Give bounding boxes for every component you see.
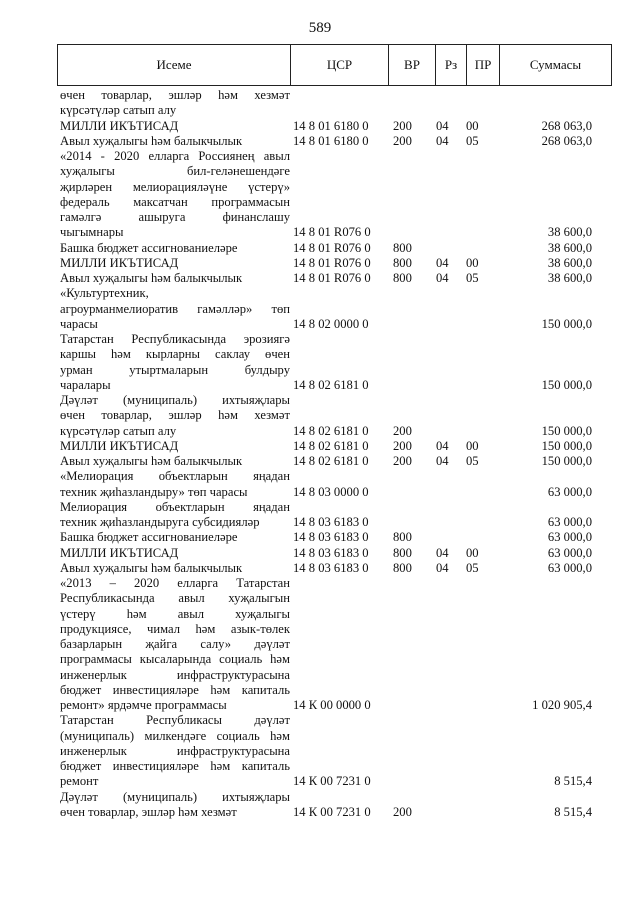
table-body bbox=[60, 88, 615, 820]
row-name bbox=[60, 454, 290, 469]
row-vr: 200 bbox=[393, 133, 412, 148]
header-vr: ВР bbox=[389, 45, 436, 85]
row-rz: 04 bbox=[436, 118, 449, 133]
row-name-line: ремонт» ярдәмче программасы bbox=[60, 698, 227, 712]
row-sum: 1 020 905,4 bbox=[532, 698, 592, 712]
row-name-line: «2014 - 2020 елларга Россиянең авыл bbox=[60, 149, 290, 163]
row-csr: 14 8 03 6183 0 bbox=[293, 560, 369, 575]
row-csr: 14 8 02 6181 0 bbox=[293, 454, 369, 468]
row-name-line: күрсәтүләр сатып алу bbox=[60, 103, 177, 118]
row-name-line: чыгымнары bbox=[60, 225, 124, 240]
table-row bbox=[60, 134, 615, 149]
row-name-line: Авыл хуҗалыгы һәм балыкчылык bbox=[60, 454, 243, 468]
row-vr: 800 bbox=[393, 560, 412, 575]
table-row bbox=[60, 88, 615, 119]
row-name-line: өчен товарлар, эшләр һәм хезмәт bbox=[60, 88, 290, 102]
row-sum: 63 000,0 bbox=[547, 484, 592, 499]
row-name-line: МИЛЛИ ИКЪТИСАД bbox=[60, 255, 179, 270]
table-row bbox=[60, 530, 615, 545]
row-name-line: программасы кысаларында социаль һәм bbox=[60, 652, 290, 667]
row-name-line: күрсәтүләр сатып алу bbox=[60, 423, 177, 438]
row-csr: 14 8 02 0000 0 bbox=[293, 316, 369, 331]
row-csr: 14 8 02 6181 0 bbox=[293, 423, 369, 438]
row-vr: 800 bbox=[393, 530, 412, 545]
table-row bbox=[60, 790, 615, 821]
row-name-line: Авыл хуҗалыгы һәм балыкчылык bbox=[60, 271, 243, 285]
row-rz: 04 bbox=[436, 271, 449, 285]
row-sum: 8 515,4 bbox=[554, 804, 592, 819]
row-name bbox=[60, 546, 290, 561]
row-sum: 38 600,0 bbox=[547, 271, 592, 285]
row-rz: 04 bbox=[436, 255, 449, 270]
row-name bbox=[60, 393, 290, 439]
row-name-line: ремонт bbox=[60, 774, 99, 789]
row-name-line: җирләрен мелиорацияләүне үстерү» bbox=[60, 179, 290, 194]
row-name bbox=[60, 134, 290, 149]
table-row bbox=[60, 393, 615, 439]
row-sum: 63 000,0 bbox=[547, 515, 592, 529]
row-name-line: Республикасында авыл хуҗалыгын bbox=[60, 591, 290, 606]
row-name-line: «Мелиорация объектларын яңадан bbox=[60, 469, 290, 484]
row-rz: 04 bbox=[436, 545, 449, 560]
row-name bbox=[60, 790, 290, 821]
row-sum: 150 000,0 bbox=[541, 316, 592, 331]
header-pr: ПР bbox=[467, 45, 500, 85]
row-name-line: МИЛЛИ ИКЪТИСАД bbox=[60, 438, 179, 453]
row-pr: 00 bbox=[466, 118, 479, 133]
row-vr: 200 bbox=[393, 423, 412, 438]
row-sum: 150 000,0 bbox=[541, 454, 592, 468]
row-name-line: Дәүләт (муниципаль) ихтыяҗлары bbox=[60, 789, 290, 804]
table-row bbox=[60, 454, 615, 469]
row-name-line: өчен товарлар, эшләр һәм хезмәт bbox=[60, 408, 290, 423]
row-name-line: хуҗалыгы бил-геләнешендәге bbox=[60, 164, 290, 179]
table-row bbox=[60, 546, 615, 561]
row-csr: 14 К 00 7231 0 bbox=[293, 804, 371, 819]
row-sum: 38 600,0 bbox=[547, 240, 592, 255]
row-name-line: бюджет инвестицияләре һәм капиталь bbox=[60, 759, 290, 773]
row-name-line: инженерлык инфраструктурасына bbox=[60, 743, 290, 758]
table-row bbox=[60, 500, 615, 531]
row-name-line: Авыл хуҗалыгы һәм балыкчылык bbox=[60, 133, 243, 148]
table-header bbox=[57, 44, 612, 86]
row-csr: 14 8 02 6181 0 bbox=[293, 438, 369, 453]
row-name bbox=[60, 713, 290, 789]
row-sum: 150 000,0 bbox=[541, 423, 592, 438]
table-row bbox=[60, 149, 615, 241]
row-vr: 800 bbox=[393, 545, 412, 560]
row-name-line: Татарстан Республикасы дәүләт bbox=[60, 713, 290, 728]
row-pr: 05 bbox=[466, 560, 479, 575]
row-name-line: Башка бюджет ассигнованиеләре bbox=[60, 240, 238, 255]
row-name-line: Мелиорация объектларын яңадан bbox=[60, 499, 290, 514]
row-name-line: чарасы bbox=[60, 316, 98, 331]
table-row bbox=[60, 286, 615, 332]
row-name bbox=[60, 561, 290, 576]
row-name bbox=[60, 271, 290, 286]
row-csr: 14 8 02 6181 0 bbox=[293, 377, 369, 392]
row-pr: 00 bbox=[466, 438, 479, 453]
row-name bbox=[60, 439, 290, 454]
page-number: 589 bbox=[308, 20, 332, 36]
row-pr: 00 bbox=[466, 545, 479, 560]
row-name-line: өчен товарлар, эшләр һәм хезмәт bbox=[60, 804, 237, 819]
row-name bbox=[60, 149, 290, 241]
row-name-line: Башка бюджет ассигнованиеләре bbox=[60, 530, 238, 545]
row-name-line: бюджет инвестицияләре һәм капиталь bbox=[60, 682, 290, 697]
header-name: Исеме bbox=[58, 45, 291, 85]
row-name-line: техник җиһазландыруга субсидияләр bbox=[60, 515, 260, 529]
row-name-line: (муниципаль) милкендәге социаль һәм bbox=[60, 728, 290, 743]
row-vr: 800 bbox=[393, 271, 412, 285]
row-vr: 200 bbox=[393, 438, 412, 453]
row-name bbox=[60, 332, 290, 393]
row-sum: 38 600,0 bbox=[547, 255, 592, 270]
header-csr: ЦСР bbox=[291, 45, 389, 85]
row-csr: 14 8 03 6183 0 bbox=[293, 545, 369, 560]
row-vr: 200 bbox=[393, 454, 412, 468]
table-row bbox=[60, 469, 615, 500]
row-name-line: МИЛЛИ ИКЪТИСАД bbox=[60, 118, 179, 133]
row-name bbox=[60, 500, 290, 531]
table-row bbox=[60, 561, 615, 576]
row-csr: 14 8 03 6183 0 bbox=[293, 515, 369, 529]
table-row bbox=[60, 332, 615, 393]
row-name bbox=[60, 576, 290, 713]
row-name bbox=[60, 469, 290, 500]
row-name bbox=[60, 530, 290, 545]
row-name-line: гамәлгә ашыруга финанслашу bbox=[60, 210, 290, 224]
row-sum: 63 000,0 bbox=[547, 530, 592, 545]
row-name-line: чаралары bbox=[60, 377, 111, 392]
row-name-line: федераль максатчан программасын bbox=[60, 194, 290, 209]
row-name-line: Авыл хуҗалыгы һәм балыкчылык bbox=[60, 560, 243, 575]
row-sum: 268 063,0 bbox=[541, 133, 592, 148]
row-name-line: Дәүләт (муниципаль) ихтыяҗлары bbox=[60, 393, 290, 407]
row-sum: 63 000,0 bbox=[547, 545, 592, 560]
table-row bbox=[60, 271, 615, 286]
table-row bbox=[60, 256, 615, 271]
row-name bbox=[60, 88, 290, 119]
row-name-line: урман утыртмаларын булдыру bbox=[60, 362, 290, 377]
row-pr: 05 bbox=[466, 454, 479, 468]
row-csr: 14 8 01 6180 0 bbox=[293, 133, 369, 148]
row-name-line: «2013 – 2020 елларга Татарстан bbox=[60, 576, 290, 590]
row-pr: 05 bbox=[466, 271, 479, 285]
row-sum: 38 600,0 bbox=[547, 225, 592, 240]
row-name-line: техник җиһазландыру» төп чарасы bbox=[60, 484, 248, 499]
table-row bbox=[60, 119, 615, 134]
row-name bbox=[60, 241, 290, 256]
row-sum: 8 515,4 bbox=[554, 774, 592, 789]
row-sum: 268 063,0 bbox=[541, 118, 592, 133]
header-sum: Суммасы bbox=[529, 57, 582, 72]
row-name-line: каршы һәм кырларны саклау өчен bbox=[60, 347, 290, 362]
row-csr: 14 8 01 R076 0 bbox=[293, 225, 371, 240]
row-csr: 14 8 03 6183 0 bbox=[293, 530, 369, 545]
table-row bbox=[60, 241, 615, 256]
row-name-line: продукциясе, чимал һәм азык-төлек bbox=[60, 621, 290, 636]
row-rz: 04 bbox=[436, 133, 449, 148]
row-name bbox=[60, 286, 290, 332]
row-csr: 14 8 01 6180 0 bbox=[293, 118, 369, 133]
row-csr: 14 К 00 7231 0 bbox=[293, 774, 371, 789]
row-csr: 14 8 01 R076 0 bbox=[293, 271, 371, 285]
row-csr: 14 К 00 0000 0 bbox=[293, 698, 371, 712]
row-name bbox=[60, 256, 290, 271]
row-name-line: базарларын җайга салу» дәүләт bbox=[60, 637, 290, 651]
table-row bbox=[60, 713, 615, 789]
row-sum: 150 000,0 bbox=[541, 377, 592, 392]
row-name-line: Татарстан Республикасында эрозиягә bbox=[60, 332, 290, 346]
row-name-line: инженерлык инфраструктурасына bbox=[60, 667, 290, 682]
row-vr: 800 bbox=[393, 240, 412, 255]
header-rz: Рз bbox=[436, 45, 467, 85]
row-name-line: «Культуртехник, bbox=[60, 286, 149, 301]
row-sum: 150 000,0 bbox=[541, 438, 592, 453]
row-csr: 14 8 03 0000 0 bbox=[293, 484, 369, 499]
row-vr: 800 bbox=[393, 255, 412, 270]
row-rz: 04 bbox=[436, 454, 449, 468]
row-vr: 200 bbox=[393, 804, 412, 819]
row-pr: 05 bbox=[466, 133, 479, 148]
row-rz: 04 bbox=[436, 438, 449, 453]
table-row bbox=[60, 439, 615, 454]
row-sum: 63 000,0 bbox=[547, 560, 592, 575]
row-pr: 00 bbox=[466, 255, 479, 270]
row-vr: 200 bbox=[393, 118, 412, 133]
row-name-line: үстерү һәм авыл хуҗалыгы bbox=[60, 606, 290, 621]
row-rz: 04 bbox=[436, 560, 449, 575]
row-name-line: агроурманмелиоратив гамәлләр» төп bbox=[60, 301, 290, 316]
row-csr: 14 8 01 R076 0 bbox=[293, 255, 371, 270]
row-name-line: МИЛЛИ ИКЪТИСАД bbox=[60, 545, 179, 560]
row-name bbox=[60, 119, 290, 134]
row-csr: 14 8 01 R076 0 bbox=[293, 240, 371, 255]
table-row bbox=[60, 576, 615, 713]
